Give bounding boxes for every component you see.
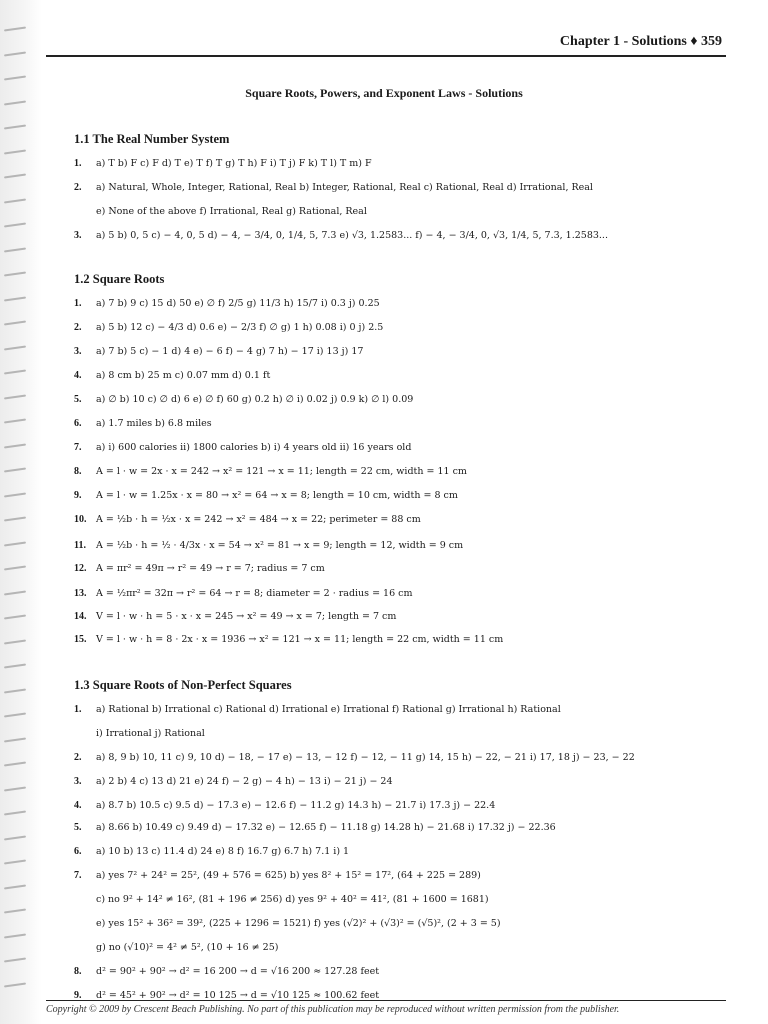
question-number: 1. <box>74 704 82 715</box>
answer-text: i) Irrational j) Rational <box>96 728 205 739</box>
answer-text: a) 5 b) 12 c) − 4/3 d) 0.6 e) − 2/3 f) ∅ g) 1 h) 0.08 i) 0 j) 2.5 <box>96 322 384 333</box>
header-rule <box>46 55 726 57</box>
answer-text: A = ½b · h = ½ · 4/3x · x = 54 → x² = 81 → x = 9; length = 12, width = 9 cm <box>96 540 464 551</box>
answer-text: a) ∅ b) 10 c) ∅ d) 6 e) ∅ f) 60 g) 0.2 h) ∅ i) 0.02 j) 0.9 k) ∅ l) 0.09 <box>96 394 414 405</box>
answer-text: a) i) 600 calories ii) 1800 calories b) i) 4 years old ii) 16 years old <box>96 442 412 453</box>
answer-text: a) 10 b) 13 c) 11.4 d) 24 e) 8 f) 16.7 g) 6.7 h) 7.1 i) 1 <box>96 846 350 857</box>
binding-tick <box>4 124 26 129</box>
question-number: 7. <box>74 442 82 453</box>
answer-text: A = πr² = 49π → r² = 49 → r = 7; radius = 7 cm <box>96 563 325 574</box>
answer-text: a) 8 cm b) 25 m c) 0.07 mm d) 0.1 ft <box>96 370 271 381</box>
question-number: 9. <box>74 490 82 501</box>
question-number: 8. <box>74 466 82 477</box>
binding-tick <box>4 492 26 497</box>
answer-text: a) 8.7 b) 10.5 c) 9.5 d) − 17.3 e) − 12.6 f) − 11.2 g) 14.3 h) − 21.7 i) 17.3 j) − 22.4 <box>96 800 496 811</box>
binding-tick <box>4 565 26 570</box>
question-number: 2. <box>74 752 82 763</box>
binding-tick <box>4 884 26 889</box>
binding-tick <box>4 761 26 766</box>
binding-tick <box>4 859 26 864</box>
page-title: Square Roots, Powers, and Exponent Laws - Solutions <box>245 86 523 100</box>
answer-text: d² = 45² + 90² → d² = 10 125 → d = √10 125 ≈ 100.62 feet <box>96 990 380 1001</box>
question-number: 3. <box>74 230 82 241</box>
binding-tick <box>4 810 26 815</box>
answer-text: a) 2 b) 4 c) 13 d) 21 e) 24 f) − 2 g) − 4 h) − 13 i) − 21 j) − 24 <box>96 776 393 787</box>
footer-rule <box>46 1000 726 1001</box>
question-number: 2. <box>74 182 82 193</box>
answer-text: a) 8, 9 b) 10, 11 c) 9, 10 d) − 18, − 17 e) − 13, − 12 f) − 12, − 11 g) 14, 15 h) − 22, − 21 i) 17, 18 j) − 23, − 22 <box>96 752 635 763</box>
binding-tick <box>4 320 26 325</box>
binding-tick <box>4 222 26 227</box>
answer-text: V = l · w · h = 5 · x · x = 245 → x² = 49 → x = 7; length = 7 cm <box>96 611 397 622</box>
binding-tick <box>4 75 26 80</box>
answer-text: a) 8.66 b) 10.49 c) 9.49 d) − 17.32 e) − 12.65 f) − 11.18 g) 14.28 h) − 21.68 i) 17.32 j) − 22.36 <box>96 822 556 833</box>
binding-tick <box>4 982 26 987</box>
page-header: Chapter 1 - Solutions ♦ 359 <box>559 34 722 49</box>
answer-text: a) yes 7² + 24² = 25², (49 + 576 = 625) b) yes 8² + 15² = 17², (64 + 225 = 289) <box>96 870 481 881</box>
question-number: 1. <box>74 158 82 169</box>
answer-text: a) 1.7 miles b) 6.8 miles <box>96 418 212 429</box>
binding-tick <box>4 467 26 472</box>
question-number: 1. <box>74 298 82 309</box>
binding-tick <box>4 639 26 644</box>
answer-text: g) no (√10)² = 4² ≠ 5², (10 + 16 ≠ 25) <box>96 942 279 953</box>
answer-text: a) Natural, Whole, Integer, Rational, Real b) Integer, Rational, Real c) Rational, Real d) Irrational, Real <box>96 182 593 193</box>
question-number: 5. <box>74 822 82 833</box>
answer-text: V = l · w · h = 8 · 2x · x = 1936 → x² = 121 → x = 11; length = 22 cm, width = 11 cm <box>96 634 504 645</box>
question-number: 4. <box>74 370 82 381</box>
binding-tick <box>4 957 26 962</box>
binding-tick <box>4 26 26 31</box>
answer-text: d² = 90² + 90² → d² = 16 200 → d = √16 200 ≈ 127.28 feet <box>96 966 380 977</box>
binding-tick <box>4 418 26 423</box>
section-heading: 1.2 Square Roots <box>74 272 165 286</box>
binding-tick <box>4 541 26 546</box>
section-heading: 1.3 Square Roots of Non-Perfect Squares <box>74 678 292 692</box>
binding-tick <box>4 369 26 374</box>
answer-text: a) 7 b) 5 c) − 1 d) 4 e) − 6 f) − 4 g) 7 h) − 17 i) 13 j) 17 <box>96 346 364 357</box>
question-number: 12. <box>74 563 87 574</box>
question-number: 3. <box>74 346 82 357</box>
binding-tick <box>4 516 26 521</box>
answer-text: e) yes 15² + 36² = 39², (225 + 1296 = 1521) f) yes (√2)² + (√3)² = (√5)², (2 + 3 = 5) <box>96 918 501 929</box>
binding-tick <box>4 663 26 668</box>
page-binding-edge <box>0 0 42 1024</box>
question-number: 3. <box>74 776 82 787</box>
answer-text: A = l · w = 2x · x = 242 → x² = 121 → x = 11; length = 22 cm, width = 11 cm <box>96 466 467 477</box>
question-number: 6. <box>74 418 82 429</box>
binding-tick <box>4 688 26 693</box>
binding-tick <box>4 173 26 178</box>
question-number: 8. <box>74 966 82 977</box>
binding-tick <box>4 933 26 938</box>
question-number: 13. <box>74 588 87 599</box>
binding-tick <box>4 737 26 742</box>
binding-tick <box>4 590 26 595</box>
question-number: 9. <box>74 990 82 1001</box>
binding-tick <box>4 712 26 717</box>
binding-tick <box>4 908 26 913</box>
question-number: 2. <box>74 322 82 333</box>
binding-tick <box>4 51 26 56</box>
answer-text: a) 7 b) 9 c) 15 d) 50 e) ∅ f) 2/5 g) 11/3 h) 15/7 i) 0.3 j) 0.25 <box>96 298 380 309</box>
answer-text: c) no 9² + 14² ≠ 16², (81 + 196 ≠ 256) d) yes 9² + 40² = 41², (81 + 1600 = 1681) <box>96 894 489 905</box>
section-heading: 1.1 The Real Number System <box>74 132 230 146</box>
question-number: 10. <box>74 514 87 525</box>
binding-tick <box>4 835 26 840</box>
question-number: 15. <box>74 634 87 645</box>
binding-tick <box>4 271 26 276</box>
binding-tick <box>4 149 26 154</box>
binding-tick <box>4 296 26 301</box>
answer-text: e) None of the above f) Irrational, Real g) Rational, Real <box>96 206 367 217</box>
binding-tick <box>4 443 26 448</box>
binding-tick <box>4 345 26 350</box>
binding-tick <box>4 614 26 619</box>
answer-text: a) Rational b) Irrational c) Rational d) Irrational e) Irrational f) Rational g) Irrational h) Rational <box>96 704 561 715</box>
copyright-footer: Copyright © 2009 by Crescent Beach Publishing. No part of this publication may be reproduced without written permission from the publisher. <box>46 1004 620 1015</box>
binding-tick <box>4 394 26 399</box>
question-number: 5. <box>74 394 82 405</box>
answer-text: A = l · w = 1.25x · x = 80 → x² = 64 → x = 8; length = 10 cm, width = 8 cm <box>96 490 458 501</box>
answer-text: a) T b) F c) F d) T e) T f) T g) T h) F i) T j) F k) T l) T m) F <box>96 158 372 169</box>
binding-tick <box>4 786 26 791</box>
answer-text: A = ½b · h = ½x · x = 242 → x² = 484 → x = 22; perimeter = 88 cm <box>96 514 421 525</box>
question-number: 11. <box>74 540 86 551</box>
question-number: 14. <box>74 611 87 622</box>
question-number: 7. <box>74 870 82 881</box>
answer-text: A = ½πr² = 32π → r² = 64 → r = 8; diameter = 2 · radius = 16 cm <box>96 588 413 599</box>
binding-tick <box>4 247 26 252</box>
question-number: 6. <box>74 846 82 857</box>
question-number: 4. <box>74 800 82 811</box>
answer-text: a) 5 b) 0, 5 c) − 4, 0, 5 d) − 4, − 3/4, 0, 1/4, 5, 7.3 e) √3, 1.2583... f) − 4, − 3/4, 0, √3, 1/4, 5, 7.3, 1.2583... <box>96 230 608 241</box>
binding-tick <box>4 198 26 203</box>
